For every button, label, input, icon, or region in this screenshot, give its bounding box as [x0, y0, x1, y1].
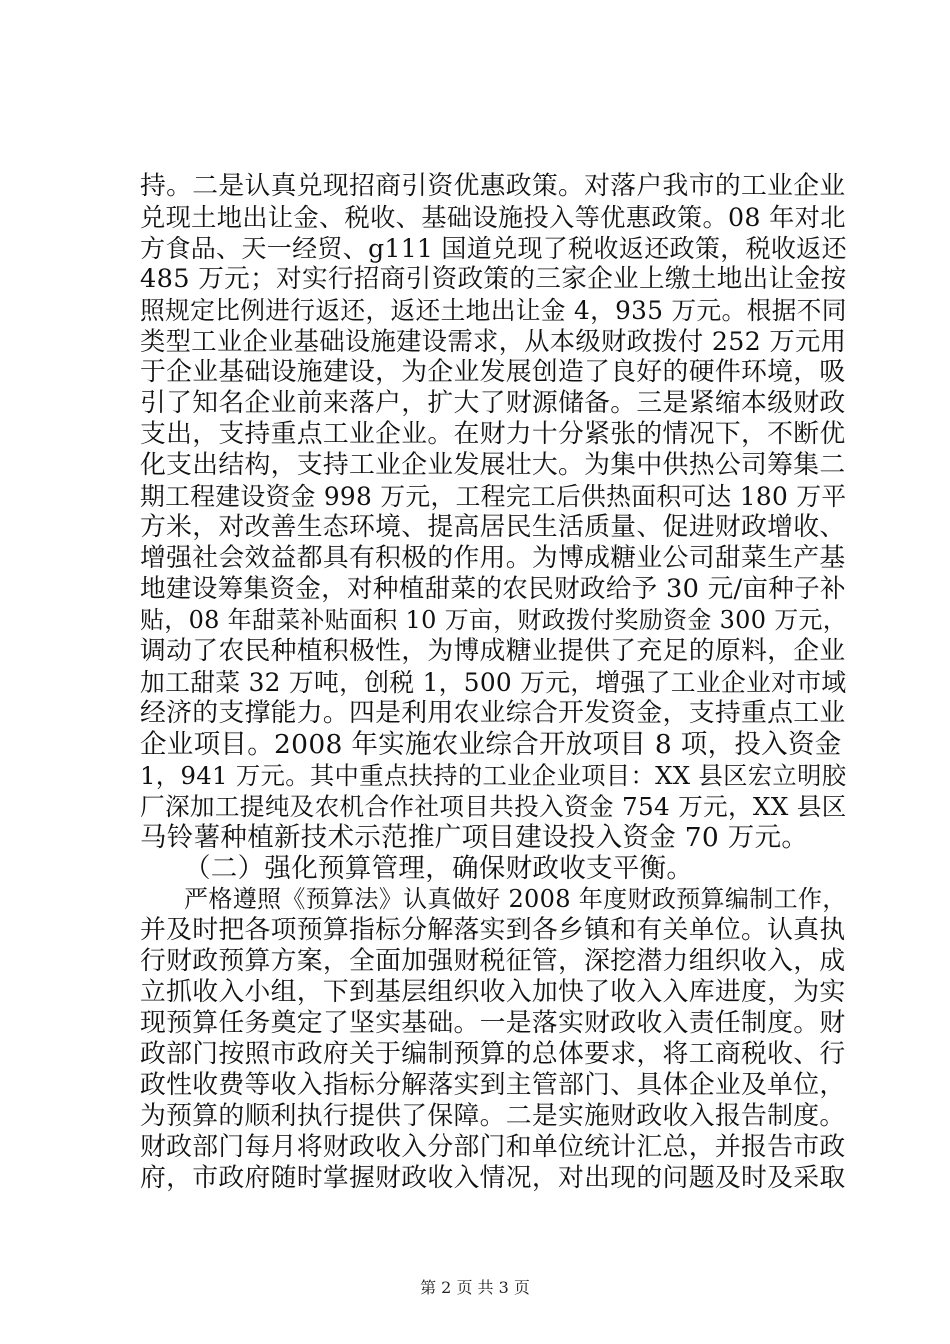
- body-line: 于企业基础设施建设，为企业发展创造了良好的硬件环境，吸: [140, 357, 846, 387]
- body-line: 财政部门每月将财政收入分部门和单位统计汇总，并报告市政: [140, 1132, 846, 1162]
- body-line: 加工甜菜 32 万吨，创税 1，500 万元，增强了工业企业对市域: [140, 668, 847, 697]
- body-line: 立抓收入小组，下到基层组织收入加快了收入入库进度，为实: [140, 977, 846, 1007]
- body-line: 经济的支撑能力。四是利用农业综合开发资金，支持重点工业: [140, 698, 846, 728]
- body-line: 现预算任务奠定了坚实基础。一是落实财政收入责任制度。财: [140, 1008, 846, 1038]
- body-line: 为预算的顺利执行提供了保障。二是实施财政收入报告制度。: [140, 1101, 846, 1131]
- body-line: 厂深加工提纯及农机合作社项目共投入资金 754 万元，XX 县区: [140, 792, 847, 821]
- body-line: 化支出结构，支持工业企业发展壮大。为集中供热公司筹集二: [140, 450, 846, 480]
- body-line: 贴，08 年甜菜补贴面积 10 万亩，财政拨付奖励资金 300 万元，: [140, 606, 848, 634]
- body-line: 方食品、天一经贸、g111 国道兑现了税收返还政策，税收返还: [140, 234, 847, 263]
- section-heading: （二）强化预算管理，确保财政收支平衡。: [184, 853, 694, 884]
- body-line: 类型工业企业基础设施建设需求，从本级财政拨付 252 万元用: [140, 326, 847, 356]
- body-line: 马铃薯种植新技术示范推广项目建设投入资金 70 万元。: [140, 822, 809, 853]
- body-line: 政部门按照市政府关于编制预算的总体要求，将工商税收、行: [140, 1039, 846, 1069]
- body-line: 兑现土地出让金、税收、基础设施投入等优惠政策。08 年对北: [140, 203, 846, 232]
- body-line: 并及时把各项预算指标分解落实到各乡镇和有关单位。认真执: [140, 915, 846, 945]
- paragraph-first-line: 严格遵照《预算法》认真做好 2008 年度财政预算编制工作，: [184, 885, 847, 913]
- body-line: 485 万元；对实行招商引资政策的三家企业上缴土地出让金按: [140, 264, 847, 294]
- body-line: 政性收费等收入指标分解落实到主管部门、具体企业及单位，: [140, 1070, 846, 1100]
- body-line: 引了知名企业前来落户，扩大了财源储备。三是紧缩本级财政: [140, 388, 846, 418]
- body-line: 1，941 万元。其中重点扶持的工业企业项目：XX 县区宏立明胶: [140, 761, 847, 790]
- body-line: 支出，支持重点工业企业。在财力十分紧张的情况下，不断优: [140, 419, 846, 449]
- body-line: 照规定比例进行返还，返还土地出让金 4，935 万元。根据不同: [140, 296, 847, 325]
- body-line: 期工程建设资金 998 万元，工程完工后供热面积可达 180 万平: [140, 482, 847, 511]
- body-line: 府，市政府随时掌握财政收入情况，对出现的问题及时及采取: [140, 1163, 846, 1193]
- body-line: 行财政预算方案，全面加强财税征管，深挖潜力组织收入，成: [140, 946, 846, 976]
- body-line: 企业项目。2008 年实施农业综合开放项目 8 项，投入资金: [140, 729, 842, 760]
- document-body: [140, 171, 846, 1194]
- page-number-footer: 第 2 页 共 3 页: [420, 1278, 530, 1297]
- body-line: 方米，对改善生态环境、提高居民生活质量、促进财政增收、: [140, 512, 846, 542]
- body-line: 增强社会效益都具有积极的作用。为博成糖业公司甜菜生产基: [140, 543, 846, 573]
- body-line: 地建设筹集资金，对种植甜菜的农民财政给予 30 元/亩种子补: [140, 574, 846, 604]
- body-line: 调动了农民种植积极性，为博成糖业提供了充足的原料，企业: [140, 636, 846, 666]
- body-line: 持。二是认真兑现招商引资优惠政策。对落户我市的工业企业: [140, 171, 846, 201]
